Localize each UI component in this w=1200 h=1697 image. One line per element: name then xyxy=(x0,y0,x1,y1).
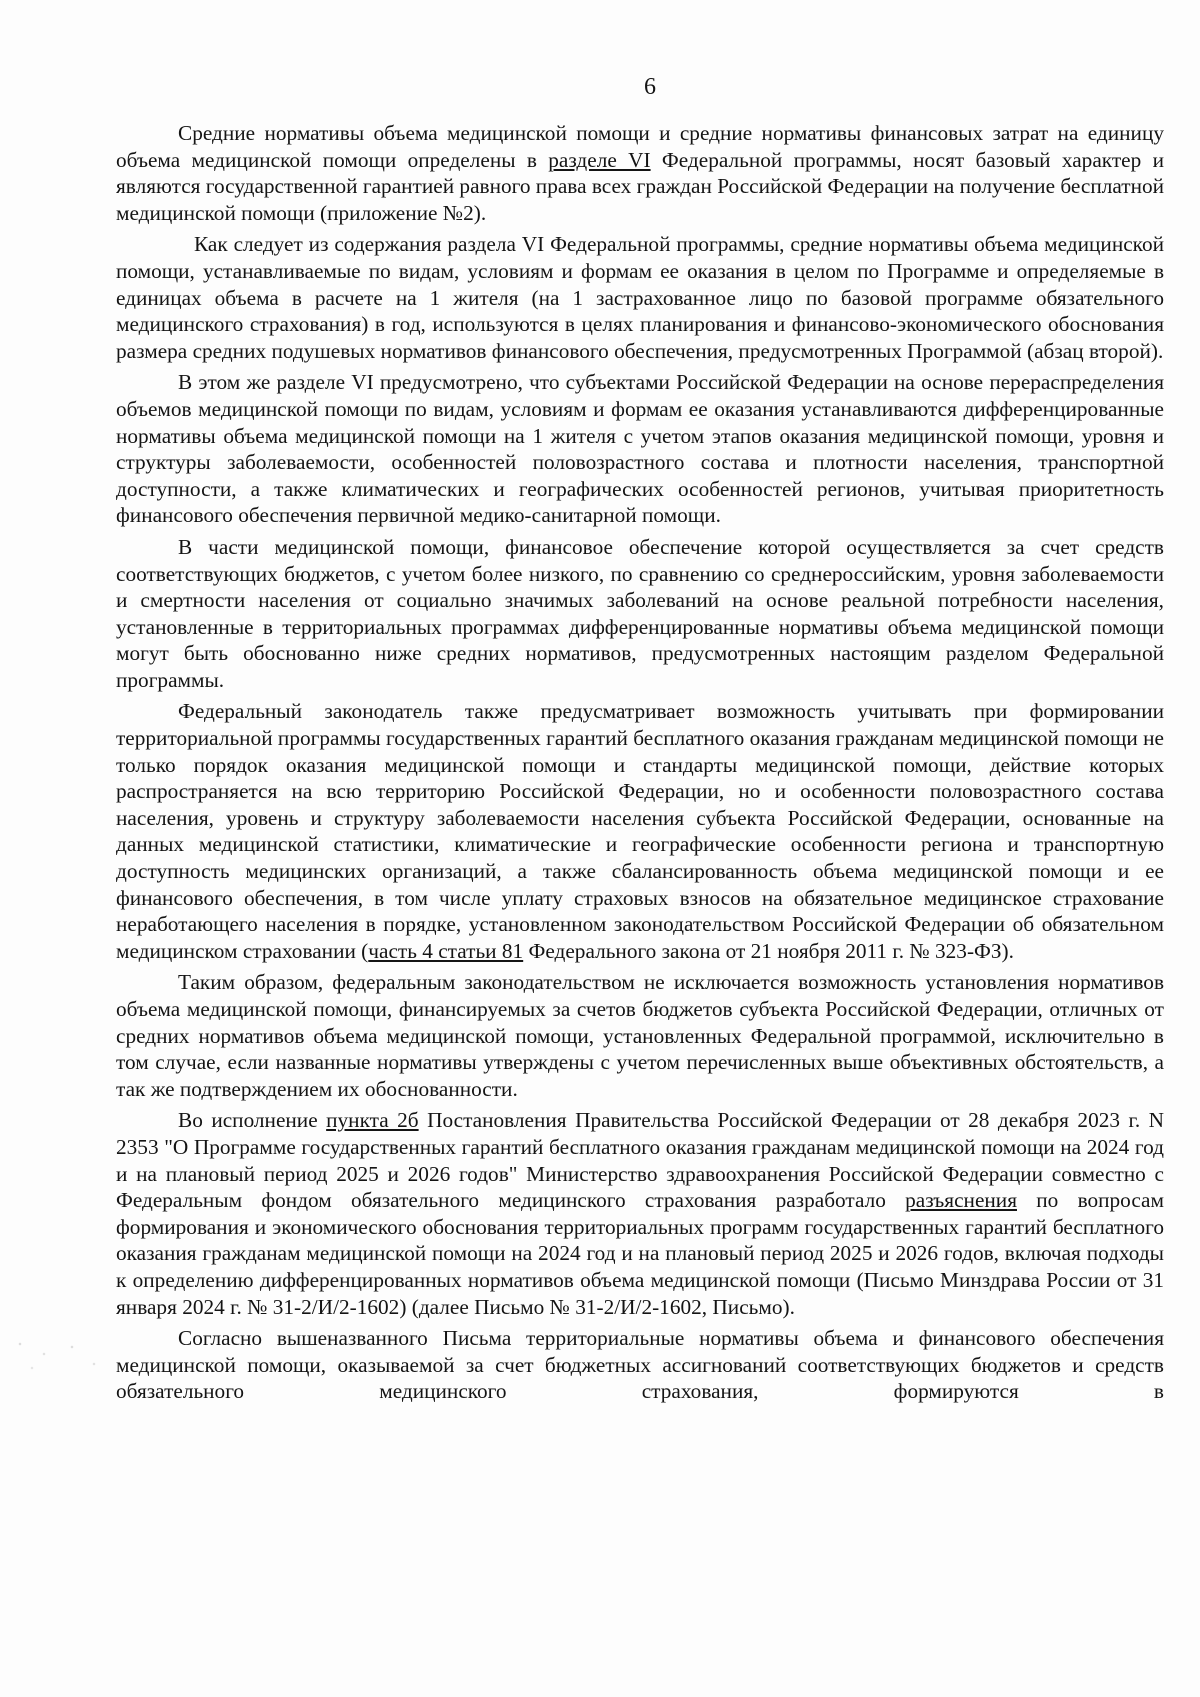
paragraph-text: Средние нормативы объема медицинской помощи и средние нормативы финансовых затрат на единицу объема медицинской помощи определены в xyxy=(116,121,1164,172)
reference-link[interactable]: часть 4 статьи 81 xyxy=(368,938,524,963)
paragraph-text: Во исполнение xyxy=(178,1108,327,1133)
paragraph-text: Федеральный законодатель также предусматривает возможность учитывать при формировании территориальной программы государственных гарантий бесплатного оказания гражданам медицинской помощи не только порядок оказания медицинской помощи и стандарты медицинской помощи, действие которых распространяется на всю территорию Российской Федерации, но и особенности половозрастного состава населения, уровень и структуру заболеваемости населения субъекта Российской Федерации, основанные на данных медицинской статистики, климатические и географические особенности региона и транспортную доступность медицинских организаций, а также сбалансированность объема медицинской помощи и ее финансового обеспечения, в том числе уплату страховых взносов на обязательное медицинское страхование неработающего населения в порядке, установленном законодательством Российской Федерации об обязательном медицинском страховании ( xyxy=(116,699,1164,963)
page-number: 6 xyxy=(644,74,656,100)
scan-artifact xyxy=(10,1336,120,1376)
paragraph-text: Таким образом, федеральным законодательством не исключается возможность установления нормативов объема медицинской помощи, финансируемых за счетов бюджетов субъекта Российской Федерации, отличных от средних нормативов объема медицинской помощи, установленных Федеральной программой, исключительно в том случае, если названные нормативы утверждены с учетом перечисленных выше объективных обстоятельств, а так же подтверждением их обоснованности. xyxy=(116,970,1164,1101)
paragraph-3 xyxy=(116,369,1164,529)
paragraph-text: Федерального закона от 21 ноября 2011 г. № 323-ФЗ). xyxy=(523,938,1014,963)
paragraph-6 xyxy=(116,969,1164,1102)
reference-link[interactable]: пункта 2б xyxy=(326,1108,419,1133)
paragraph-1 xyxy=(116,120,1164,226)
paragraph-8 xyxy=(116,1325,1164,1405)
reference-link[interactable]: разделе VI xyxy=(548,147,651,172)
paragraph-7 xyxy=(116,1107,1164,1320)
paragraph-4 xyxy=(116,534,1164,694)
paragraph-text: В части медицинской помощи, финансовое обеспечение которой осуществляется за счет средств соответствующих бюджетов, с учетом более низкого, по сравнению со среднероссийским, уровня заболеваемости и смертности населения от социально значимых заболеваний на основе реальной потребности населения, установленные в территориальных программах дифференцированные нормативы объема медицинской помощи могут быть обоснованно ниже средних нормативов, предусмотренных настоящим разделом Федеральной программы. xyxy=(116,534,1164,692)
paragraph-2 xyxy=(116,231,1164,364)
reference-link[interactable]: разъяснения xyxy=(905,1188,1017,1213)
paragraph-text: В этом же разделе VI предусмотрено, что субъектами Российской Федерации на основе перераспределения объемов медицинской помощи по видам, условиям и формам ее оказания устанавливаются дифференцированные нормативы объема медицинской помощи на 1 жителя с учетом этапов оказания медицинской помощи, уровня и структуры заболеваемости, особенностей половозрастного состава и плотности населения, транспортной доступности, а также климатических и географических особенностей регионов, учитывая приоритетность финансового обеспечения первичной медико-санитарной помощи. xyxy=(116,370,1164,528)
document-body xyxy=(116,120,1164,1405)
paragraph-5 xyxy=(116,698,1164,964)
paragraph-text: Как следует из содержания раздела VI Федеральной программы, средние нормативы объема медицинской помощи, устанавливаемые по видам, условиям и формам ее оказания в целом по Программе и определяемые в единицах объема в расчете на 1 жителя (на 1 застрахованное лицо по базовой программе обязательного медицинского страхования) в год, используются в целях планирования и финансово-экономического обоснования размера средних подушевых нормативов финансового обеспечения, предусмотренных Программой (абзац второй). xyxy=(116,232,1164,363)
paragraph-text: по вопросам формирования и экономического обоснования территориальных программ государственных гарантий бесплатного оказания гражданам медицинской помощи на 2024 год и на плановый период 2025 и 2026 годов, включая подходы к определению дифференцированных нормативов объема медицинской помощи (Письмо Минздрава России от 31 января 2024 г. № 31-2/И/2-1602) (далее Письмо № 31-2/И/2-1602, Письмо). xyxy=(116,1188,1164,1319)
paragraph-text: Постановления Правительства Российской Федерации от 28 декабря 2023 г. N 2353 "О Программе государственных гарантий бесплатного оказания гражданам медицинской помощи на 2024 год и на плановый период 2025 и 2026 годов" Министерство здравоохранения Российской Федерации совместно с Федеральным фондом обязательного медицинского страхования разработало xyxy=(116,1108,1164,1213)
paragraph-text: Согласно вышеназванного Письма территориальные нормативы объема и финансового обеспечения медицинской помощи, оказываемой за счет бюджетных ассигнований соответствующих бюджетов и средств обязательного медицинского страхования, формируются в xyxy=(116,1326,1164,1404)
paragraph-text: Федеральной программы, носят базовый характер и являются государственной гарантией равного права всех граждан Российской Федерации на получение бесплатной медицинской помощи (приложение №2). xyxy=(116,147,1165,225)
